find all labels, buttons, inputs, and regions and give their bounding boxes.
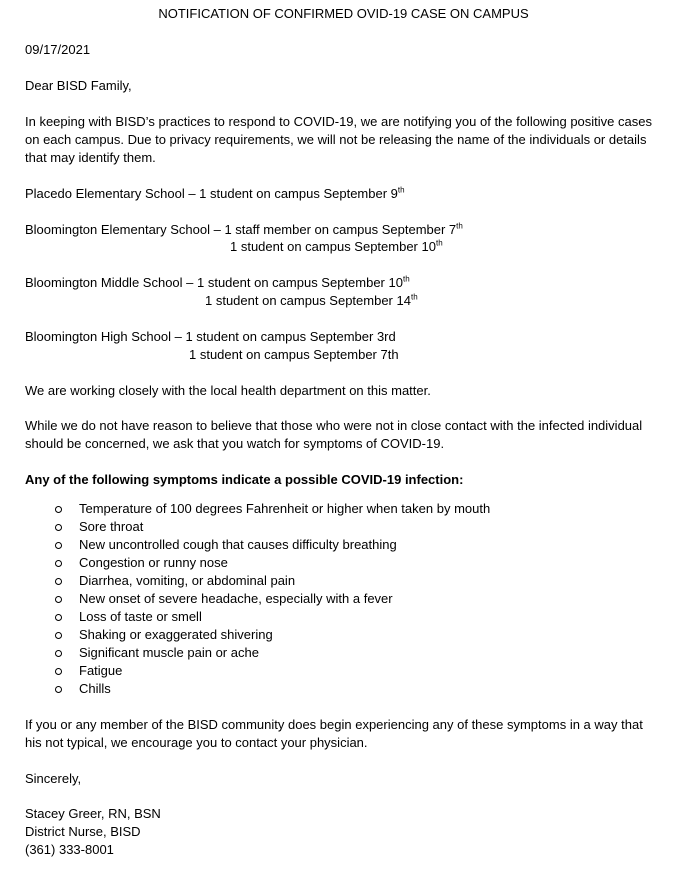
- circle-bullet-icon: [55, 686, 62, 693]
- case-entry: 1 student on campus September 7th: [189, 347, 399, 362]
- circle-bullet-icon: [55, 596, 62, 603]
- case-bloomington-middle: [25, 274, 410, 292]
- case-bloomington-middle-2: [205, 292, 418, 310]
- signoff: Sincerely,: [25, 771, 82, 786]
- symptom-text: New onset of severe headache, especially with a fever: [79, 591, 393, 606]
- circle-bullet-icon: [55, 524, 62, 531]
- list-item: [25, 626, 490, 644]
- circle-bullet-icon: [55, 668, 62, 675]
- symptom-text: Significant muscle pain or ache: [79, 645, 259, 660]
- case-bloomington-high-2: [189, 346, 399, 364]
- page-title: NOTIFICATION OF CONFIRMED OVID-19 CASE ON CAMPUS: [158, 6, 529, 21]
- symptoms-heading: Any of the following symptoms indicate a possible COVID-19 infection:: [25, 472, 464, 487]
- closing-paragraph: If you or any member of the BISD community does begin experiencing any of these symptoms in a way that his not typical, we encourage you to contact your physician.: [25, 717, 643, 750]
- case-entry: 1 student on campus September 10: [230, 239, 436, 254]
- signature-phone: (361) 333-8001: [25, 842, 114, 857]
- case-entry: 1 student on campus September 14: [205, 293, 411, 308]
- health-dept-paragraph: We are working closely with the local health department on this matter.: [25, 383, 431, 398]
- case-bloomington-high: [25, 328, 396, 346]
- case-entry-suffix: th: [402, 274, 410, 284]
- campus-name: Bloomington High School –: [25, 329, 186, 344]
- symptom-text: Diarrhea, vomiting, or abdominal pain: [79, 573, 296, 588]
- list-item: [25, 662, 490, 680]
- circle-bullet-icon: [55, 542, 62, 549]
- symptom-text: Shaking or exaggerated shivering: [79, 627, 273, 642]
- symptom-text: Temperature of 100 degrees Fahrenheit or higher when taken by mouth: [79, 501, 491, 516]
- case-entry-suffix: th: [435, 238, 443, 248]
- campus-name: Bloomington Middle School –: [25, 275, 197, 290]
- campus-name: Bloomington Elementary School –: [25, 222, 225, 237]
- greeting: Dear BISD Family,: [25, 78, 132, 93]
- symptom-text: Sore throat: [79, 519, 144, 534]
- case-entry-suffix: th: [456, 221, 463, 231]
- circle-bullet-icon: [55, 650, 62, 657]
- list-item: [25, 590, 490, 608]
- case-entry: 1 staff member on campus September 7: [224, 222, 457, 237]
- list-item: [25, 518, 490, 536]
- case-entry: 1 student on campus September 10: [197, 275, 403, 290]
- case-entry: 1 student on campus September 3rd: [185, 329, 396, 344]
- list-item: [25, 500, 490, 518]
- case-placedo: [25, 185, 405, 203]
- list-item: [25, 608, 490, 626]
- watch-paragraph: While we do not have reason to believe that those who were not in close contact with the infected individual should be concerned, we ask that you watch for symptoms of COVID-19.: [25, 418, 643, 451]
- list-item: [25, 680, 490, 698]
- symptom-text: Fatigue: [79, 663, 123, 678]
- symptom-text: Chills: [79, 681, 111, 696]
- intro-paragraph: In keeping with BISD’s practices to respond to COVID-19, we are notifying you of the following positive cases on each campus. Due to privacy requirements, we will not be releasing the name of the individuals or details that may identify them.: [25, 114, 652, 165]
- letter-date: 09/17/2021: [25, 42, 91, 57]
- symptom-text: New uncontrolled cough that causes difficulty breathing: [79, 537, 397, 552]
- symptom-text: Loss of taste or smell: [79, 609, 202, 624]
- case-entry: 1 student on campus September 9: [199, 186, 398, 201]
- circle-bullet-icon: [55, 632, 62, 639]
- list-item: [25, 644, 490, 662]
- circle-bullet-icon: [55, 614, 62, 621]
- circle-bullet-icon: [55, 506, 62, 513]
- case-bloomington-elementary: [25, 221, 463, 239]
- circle-bullet-icon: [55, 578, 62, 585]
- case-entry-suffix: th: [410, 292, 418, 302]
- signature-role: District Nurse, BISD: [25, 824, 141, 839]
- list-item: [25, 536, 490, 554]
- list-item: [25, 554, 490, 572]
- symptom-text: Congestion or runny nose: [79, 555, 228, 570]
- list-item: [25, 572, 490, 590]
- symptoms-list: [25, 500, 490, 698]
- circle-bullet-icon: [55, 560, 62, 567]
- case-entry-suffix: th: [397, 185, 405, 195]
- campus-name: Placedo Elementary School –: [25, 186, 200, 201]
- signature-name: Stacey Greer, RN, BSN: [25, 806, 161, 821]
- case-bloomington-elementary-2: [230, 238, 443, 256]
